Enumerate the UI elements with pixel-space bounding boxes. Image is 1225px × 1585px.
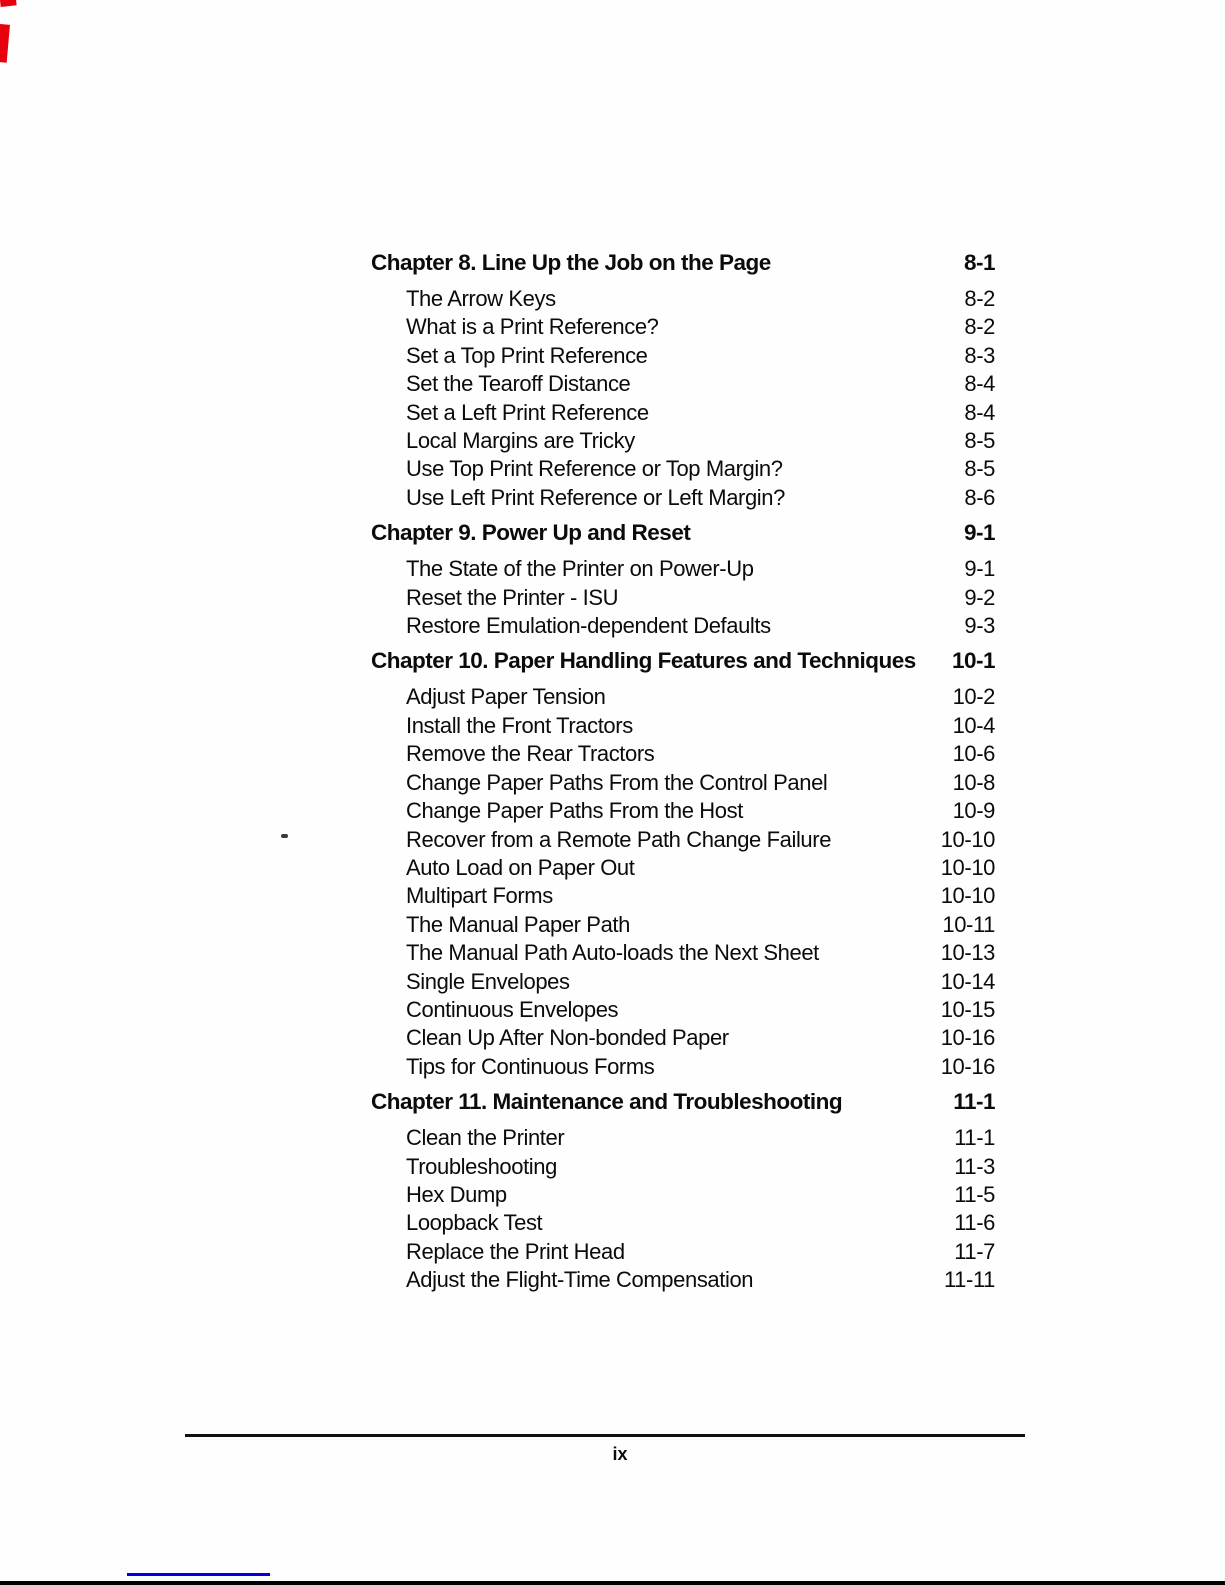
- toc-entry-row: [371, 854, 995, 882]
- toc-entry-page: 9-3: [964, 613, 995, 639]
- toc-chapter-row: [371, 1087, 995, 1117]
- toc-entry-row: [371, 911, 995, 939]
- toc-entry-title: Recover from a Remote Path Change Failure: [406, 826, 832, 852]
- toc-entry-row: [371, 996, 995, 1024]
- toc-entry-title: Clean Up After Non-bonded Paper: [406, 1025, 729, 1051]
- scan-edge-bottom-bar: [0, 1581, 1225, 1585]
- toc-chapter-row: [371, 518, 995, 548]
- toc-entry-row: [371, 313, 995, 341]
- toc-entry-page: 10-4: [952, 712, 995, 738]
- toc-entry-page: 10-10: [940, 854, 995, 880]
- toc-entry-row: [371, 968, 995, 996]
- toc-entry-row: [371, 826, 995, 854]
- scan-artifact-red-mark-side: [0, 24, 10, 63]
- toc-entry-page: 10-14: [940, 968, 995, 994]
- toc-entry-row: [371, 882, 995, 910]
- toc-entry-page: 11-6: [954, 1210, 995, 1236]
- toc-entry-title: Tips for Continuous Forms: [406, 1053, 655, 1079]
- toc-entry-title: The State of the Printer on Power-Up: [406, 556, 754, 582]
- toc-entry-row: [371, 612, 995, 640]
- toc-entry-title: Adjust Paper Tension: [406, 684, 606, 710]
- toc-entry-row: [371, 683, 995, 711]
- toc-entry-title: Reset the Printer - ISU: [406, 584, 619, 610]
- toc-entry-row: [371, 1053, 995, 1081]
- toc-entry-page: 10-8: [952, 769, 995, 795]
- toc-entry-row: [371, 370, 995, 398]
- toc-entry-page: 10-16: [940, 1025, 995, 1051]
- toc-entry-page: 11-5: [954, 1181, 995, 1207]
- toc-entry-page: 10-11: [942, 911, 995, 937]
- toc-entry-page: 11-1: [954, 1125, 995, 1151]
- toc-entry-title: Single Envelopes: [406, 968, 570, 994]
- toc-entry-title: Remove the Rear Tractors: [406, 741, 655, 767]
- toc-entry-title: Change Paper Paths From the Control Panel: [406, 769, 828, 795]
- toc-entry-page: 8-4: [964, 399, 995, 425]
- toc-entry-row: [371, 584, 995, 612]
- toc-entry-page: 10-13: [940, 940, 995, 966]
- toc-chapter-title: Chapter 10. Paper Handling Features and Techniques: [371, 648, 916, 674]
- toc-chapter-page: 11-1: [953, 1089, 995, 1115]
- toc-entry-row: [371, 712, 995, 740]
- toc-entry-row: [371, 399, 995, 427]
- toc-entry-page: 10-16: [940, 1053, 995, 1079]
- toc-entry-page: 8-3: [964, 342, 995, 368]
- toc-entry-title: Adjust the Flight-Time Compensation: [406, 1267, 754, 1293]
- toc-entry-row: [371, 1181, 995, 1209]
- toc-entry-title: Restore Emulation-dependent Defaults: [406, 613, 771, 639]
- toc-entry-page: 11-11: [943, 1267, 995, 1293]
- toc-entry-title: Auto Load on Paper Out: [406, 854, 635, 880]
- toc-chapter-title: Chapter 9. Power Up and Reset: [371, 520, 691, 546]
- toc-entry-title: Troubleshooting: [406, 1153, 557, 1179]
- toc-entry-title: Loopback Test: [406, 1210, 543, 1236]
- toc-entry-page: 10-10: [940, 883, 995, 909]
- toc-entry-page: 10-15: [940, 996, 995, 1022]
- scan-artifact-red-mark-top: [0, 0, 17, 7]
- toc-chapter-row: [371, 248, 995, 278]
- toc-entry-page: 8-6: [964, 484, 995, 510]
- toc-chapter-title: Chapter 11. Maintenance and Troubleshooting: [371, 1089, 843, 1115]
- scan-artifact-speck: [281, 834, 288, 838]
- toc-entry-row: [371, 1266, 995, 1294]
- toc-entry-title: Hex Dump: [406, 1181, 507, 1207]
- table-of-contents: [371, 242, 995, 1295]
- toc-entry-title: Use Top Print Reference or Top Margin?: [406, 456, 783, 482]
- toc-entry-row: [371, 342, 995, 370]
- toc-entry-title: Install the Front Tractors: [406, 712, 633, 738]
- toc-entry-title: Continuous Envelopes: [406, 996, 619, 1022]
- footer-link-underline[interactable]: [127, 1573, 270, 1576]
- toc-entry-row: [371, 285, 995, 313]
- toc-entry-row: [371, 1124, 995, 1152]
- toc-entry-title: What is a Print Reference?: [406, 314, 659, 340]
- toc-entry-page: 8-4: [964, 371, 995, 397]
- toc-entry-title: The Arrow Keys: [406, 286, 556, 311]
- toc-chapter-title: Chapter 8. Line Up the Job on the Page: [371, 250, 771, 275]
- toc-chapter-page: 9-1: [963, 520, 995, 546]
- toc-entry-row: [371, 769, 995, 797]
- toc-entry-title: Multipart Forms: [406, 883, 553, 909]
- toc-entry-title: Use Left Print Reference or Left Margin?: [406, 484, 785, 510]
- toc-entry-row: [371, 427, 995, 455]
- toc-entry-title: The Manual Paper Path: [406, 911, 630, 937]
- toc-entry-row: [371, 740, 995, 768]
- toc-entry-page: 8-5: [964, 456, 995, 482]
- toc-entry-page: 10-9: [952, 798, 995, 824]
- toc-chapter-row: [371, 646, 995, 676]
- toc-entry-page: 8-5: [964, 428, 995, 454]
- toc-entry-title: Replace the Print Head: [406, 1238, 625, 1264]
- toc-entry-row: [371, 939, 995, 967]
- toc-entry-page: 11-3: [954, 1153, 995, 1179]
- toc-entry-row: [371, 455, 995, 483]
- toc-entry-page: 8-2: [964, 314, 995, 340]
- toc-entry-row: [371, 1153, 995, 1181]
- toc-entry-row: [371, 555, 995, 583]
- toc-entry-title: Change Paper Paths From the Host: [406, 798, 743, 824]
- toc-entry-row: [371, 1238, 995, 1266]
- toc-entry-page: 11-7: [954, 1238, 995, 1264]
- toc-entry-row: [371, 1024, 995, 1052]
- toc-entry-row: [371, 1209, 995, 1237]
- footer-rule: [185, 1434, 1025, 1437]
- toc-entry-page: 9-1: [964, 556, 995, 582]
- toc-entry-page: 8-2: [964, 286, 995, 311]
- toc-entry-page: 10-2: [952, 684, 995, 710]
- toc-entry-title: Clean the Printer: [406, 1125, 565, 1151]
- toc-chapter-page: 10-1: [951, 648, 995, 674]
- toc-entry-title: Set a Top Print Reference: [406, 342, 648, 368]
- toc-entry-title: Local Margins are Tricky: [406, 428, 635, 454]
- toc-entry-page: 9-2: [964, 584, 995, 610]
- footer-page-number: ix: [612, 1444, 628, 1464]
- toc-entry-title: Set a Left Print Reference: [406, 399, 649, 425]
- toc-entry-page: 10-6: [952, 741, 995, 767]
- toc-entry-title: The Manual Path Auto-loads the Next Sheet: [406, 940, 819, 966]
- toc-entry-row: [371, 484, 995, 512]
- toc-chapter-page: 8-1: [963, 250, 995, 275]
- toc-entry-page: 10-10: [940, 826, 995, 852]
- toc-entry-title: Set the Tearoff Distance: [406, 371, 631, 397]
- toc-entry-row: [371, 797, 995, 825]
